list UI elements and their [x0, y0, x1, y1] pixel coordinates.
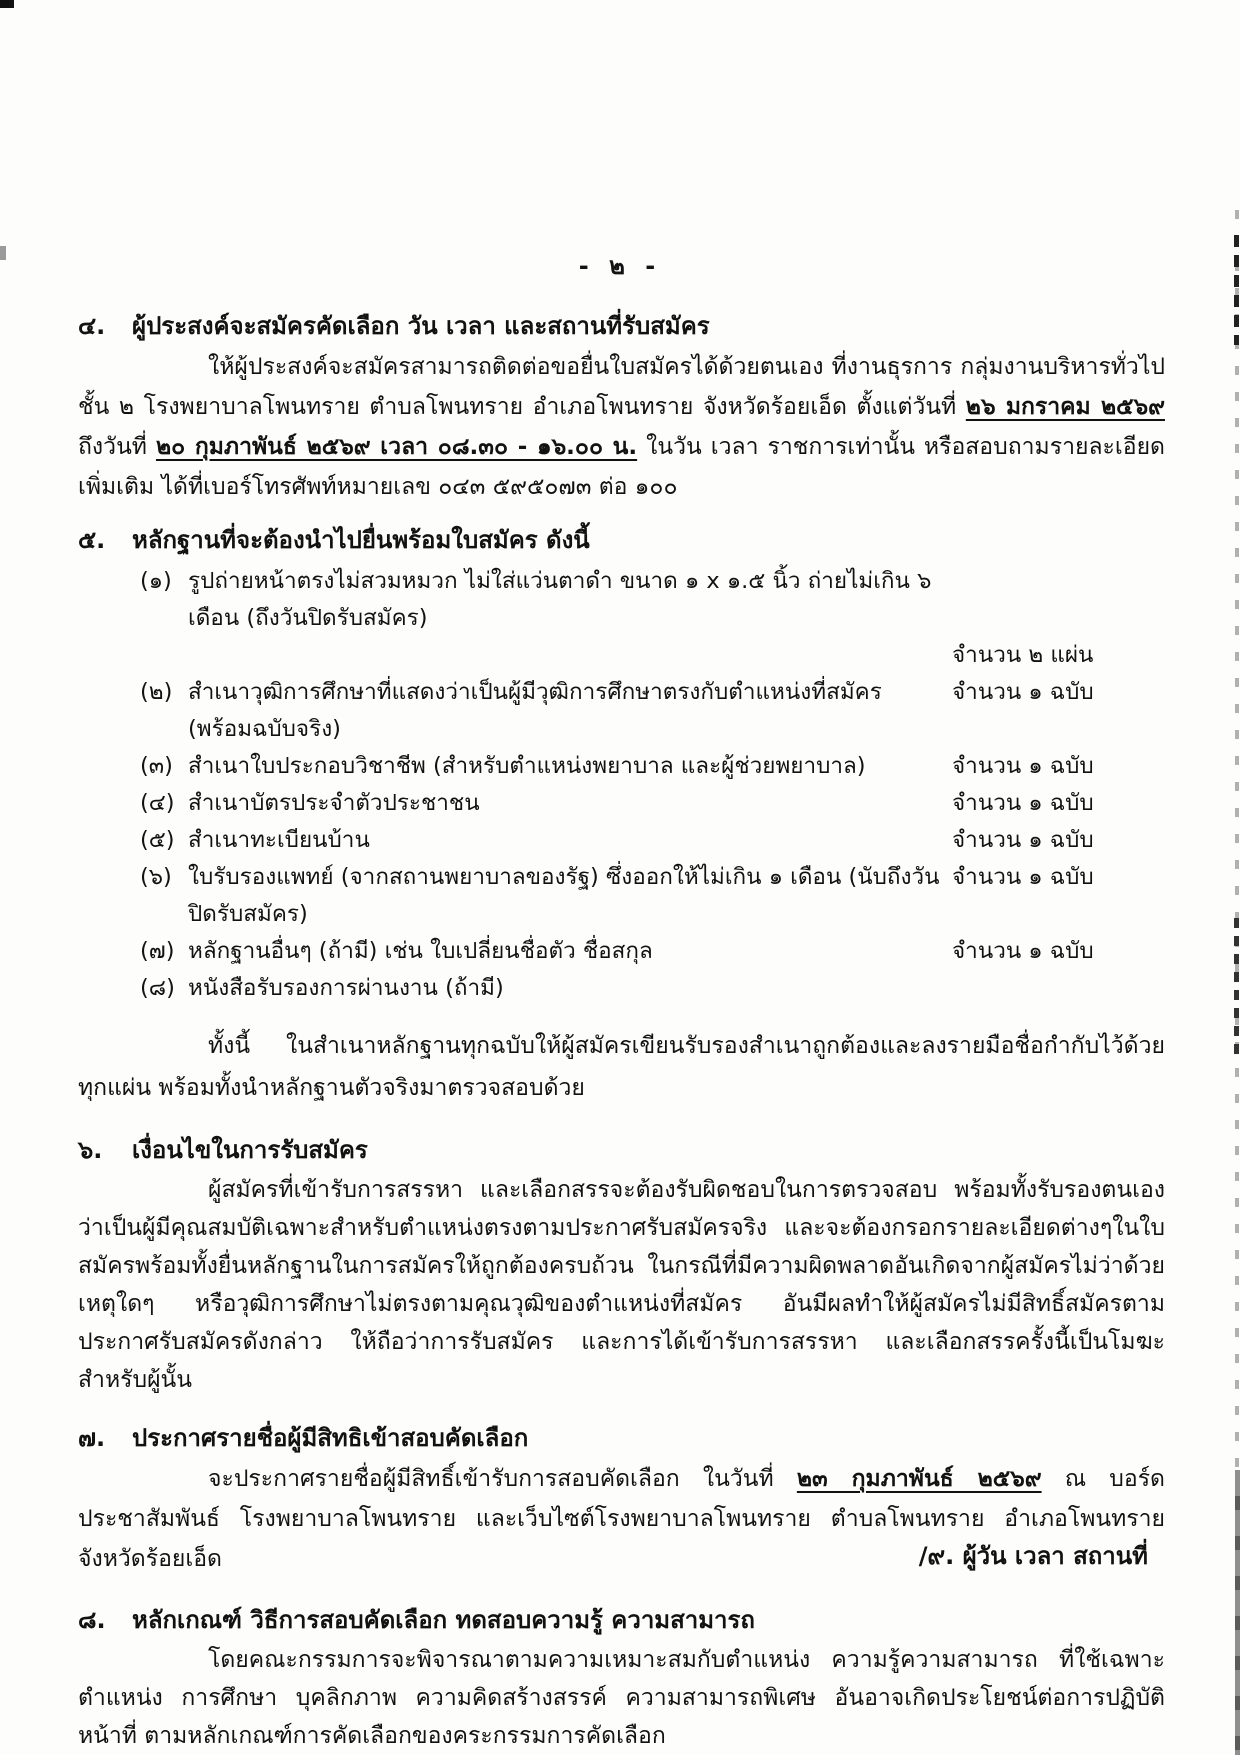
item-text: สำเนาวุฒิการศึกษาที่แสดงว่าเป็นผู้มีวุฒิการศึกษาตรงกับตำแหน่งที่สมัคร (พร้อมฉบับจริง): [188, 679, 882, 742]
evidence-item-count-row: [140, 637, 1094, 674]
section-7-number: ๗.: [78, 1424, 106, 1452]
section-6-heading: [78, 1133, 1165, 1167]
section-7-heading: [78, 1421, 1165, 1455]
item-text: สำเนาทะเบียนบ้าน: [188, 827, 370, 853]
section-7-text-1: จะประกาศรายชื่อผู้มีสิทธิ์เข้ารับการสอบคัดเลือก ในวันที่: [208, 1466, 797, 1492]
item-count: [952, 563, 1090, 637]
section-8-paragraph: โดยคณะกรรมการจะพิจารณาตามความเหมาะสมกับตำแหน่ง ความรู้ความสามารถ ที่ใช้เฉพาะตำแหน่ง การศึกษา บุคลิกภาพ ความคิดสร้างสรรค์ ความสามารถพิเศษ อันอาจเกิดประโยชน์ต่อการปฏิบัติหน้าที่ ตามหลักเกณฑ์การคัดเลือกของคระกรรมการคัดเลือก: [78, 1647, 1165, 1749]
item-number: (๑): [140, 568, 172, 594]
item-count: จำนวน ๑ ฉบับ: [952, 864, 1094, 890]
page-continuation-note: /๙. ผู้วัน เวลา สถานที่: [918, 1542, 1148, 1570]
item-count: จำนวน ๑ ฉบับ: [952, 679, 1094, 705]
item-text: รูปถ่ายหน้าตรงไม่สวมหมวก ไม่ใส่แว่นตาดำ ขนาด ๑ x ๑.๕ นิ้ว ถ่ายไม่เกิน ๖ เดือน (ถึงวันปิดรับสมัคร): [188, 568, 932, 631]
section-8-title: หลักเกณฑ์ วิธีการสอบคัดเลือก ทดสอบความรู้ ความสามารถ: [132, 1606, 755, 1634]
item-text: ใบรับรองแพทย์ (จากสถานพยาบาลของรัฐ) ซึ่งออกให้ไม่เกิน ๑ เดือน (นับถึงวันปิดรับสมัคร): [188, 864, 940, 927]
item-number: (๗): [140, 938, 175, 964]
item-text: สำเนาบัตรประจำตัวประชาชน: [188, 790, 480, 816]
section-4-number: ๔.: [78, 312, 106, 340]
evidence-item-row: [140, 859, 1094, 933]
section-4-heading: [78, 309, 1165, 343]
item-number: (๔): [140, 790, 175, 816]
item-number: (๖): [140, 864, 172, 890]
evidence-item-row: [140, 970, 1090, 1007]
item-count: จำนวน ๒ แผ่น: [952, 642, 1094, 668]
section-7-text-2: ณ บอร์ดประชาสัมพันธ์ โรงพยาบาลโพนทราย และเว็บไซต์โรงพยาบาลโพนทราย ตำบลโพนทราย อำเภอโพนทราย จังหวัดร้อยเอ็ด: [78, 1466, 1165, 1572]
section-6-title: เงื่อนไขในการรับสมัคร: [132, 1136, 368, 1164]
section-7-title: ประกาศรายชื่อผู้มีสิทธิเข้าสอบคัดเลือก: [132, 1424, 529, 1452]
item-number: (๘): [140, 975, 175, 1001]
section-6-number: ๖.: [78, 1136, 103, 1164]
item-number: (๓): [140, 753, 173, 779]
section-6-paragraph: ผู้สมัครที่เข้ารับการสรรหา และเลือกสรรจะต้องรับผิดชอบในการตรวจสอบ พร้อมทั้งรับรองตนเองว่าเป็นผู้มีคุณสมบัติเฉพาะสำหรับตำแหน่งตรงตามประกาศรับสมัครจริง และจะต้องกรอกรายละเอียดต่างๆในใบสมัครพร้อมทั้งยื่นหลักฐานในการสมัครให้ถูกต้องครบถ้วน ในกรณีที่มีความผิดพลาดอันเกิดจากผู้สมัครไม่ว่าด้วยเหตุใดๆ หรือวุฒิการศึกษาไม่ตรงตามคุณวุฒิของตำแหน่งที่สมัคร อันมีผลทำให้ผู้สมัครไม่มีสิทธิ์สมัครตามประกาศรับสมัครดังกล่าว ให้ถือว่าการรับสมัคร และการได้เข้ารับการสรรหา และเลือกสรรครั้งนี้เป็นโมฆะสำหรับผู้นั้น: [78, 1177, 1165, 1393]
section-4-text-1: ให้ผู้ประสงค์จะสมัครสามารถติดต่อขอยื่นใบสมัครได้ด้วยตนเอง ที่งานธุรการ กลุ่มงานบริหารทั่วไป ชั้น ๒ โรงพยาบาลโพนทราย ตำบลโพนทราย อำเภอโพนทราย จังหวัดร้อยเอ็ด ตั้งแต่วันที่: [78, 354, 1165, 420]
section-4-text-3: ในวัน เวลา ราชการเท่านั้น หรือสอบถามรายละเอียดเพิ่มเติม ได้ที่เบอร์โทรศัพท์หมายเลข ๐๔๓ ๕๙๕๐๗๓ ต่อ ๑๐๐: [78, 434, 1165, 500]
section-4-text-2: ถึงวันที่: [78, 434, 156, 460]
section-5-heading: [78, 523, 1165, 557]
section-5-title: หลักฐานที่จะต้องนำไปยื่นพร้อมใบสมัคร ดังนี้: [132, 526, 590, 554]
application-start-date: ๒๖ มกราคม ๒๕๖๙: [965, 394, 1165, 420]
evidence-item-row: [140, 822, 1094, 859]
item-count: จำนวน ๑ ฉบับ: [952, 827, 1094, 853]
section-5-number: ๕.: [78, 526, 106, 554]
item-text: สำเนาใบประกอบวิชาชีพ (สำหรับตำแหน่งพยาบาล และผู้ช่วยพยาบาล): [188, 753, 866, 779]
item-count: [952, 970, 1090, 1007]
item-text: หนังสือรับรองการผ่านงาน (ถ้ามี): [188, 975, 504, 1001]
evidence-list: [78, 563, 1165, 1007]
evidence-item-row: [140, 748, 1094, 785]
page-number: - ๒ -: [578, 252, 662, 280]
section-4-paragraph: [78, 347, 1165, 507]
item-count: จำนวน ๑ ฉบับ: [952, 753, 1094, 779]
section-8-heading: [78, 1603, 1165, 1637]
section-8-number: ๘.: [78, 1606, 106, 1634]
section-4-title: ผู้ประสงค์จะสมัครคัดเลือก วัน เวลา และสถานที่รับสมัคร: [132, 312, 710, 340]
item-text: หลักฐานอื่นๆ (ถ้ามี) เช่น ใบเปลี่ยนชื่อตัว ชื่อสกุล: [188, 938, 653, 964]
evidence-item-row: [140, 785, 1094, 822]
evidence-item-row: [140, 933, 1094, 970]
application-end-date-time: ๒๐ กุมภาพันธ์ ๒๕๖๙ เวลา ๐๘.๓๐ - ๑๖.๐๐ น.: [155, 434, 638, 460]
item-count: จำนวน ๑ ฉบับ: [952, 790, 1094, 816]
evidence-item-row: [140, 563, 1090, 637]
evidence-item-row: [140, 674, 1094, 748]
item-number: (๕): [140, 827, 175, 853]
item-count: จำนวน ๑ ฉบับ: [952, 938, 1094, 964]
certification-note-paragraph: ทั้งนี้ ในสำเนาหลักฐานทุกฉบับให้ผู้สมัครเขียนรับรองสำเนาถูกต้องและลงรายมือชื่อกำกับไว้ด้วยทุกแผ่น พร้อมทั้งนำหลักฐานตัวจริงมาตรวจสอบด้วย: [78, 1033, 1165, 1101]
item-number: (๒): [140, 679, 173, 705]
announcement-date: ๒๓ กุมภาพันธ์ ๒๕๖๙: [796, 1466, 1042, 1492]
